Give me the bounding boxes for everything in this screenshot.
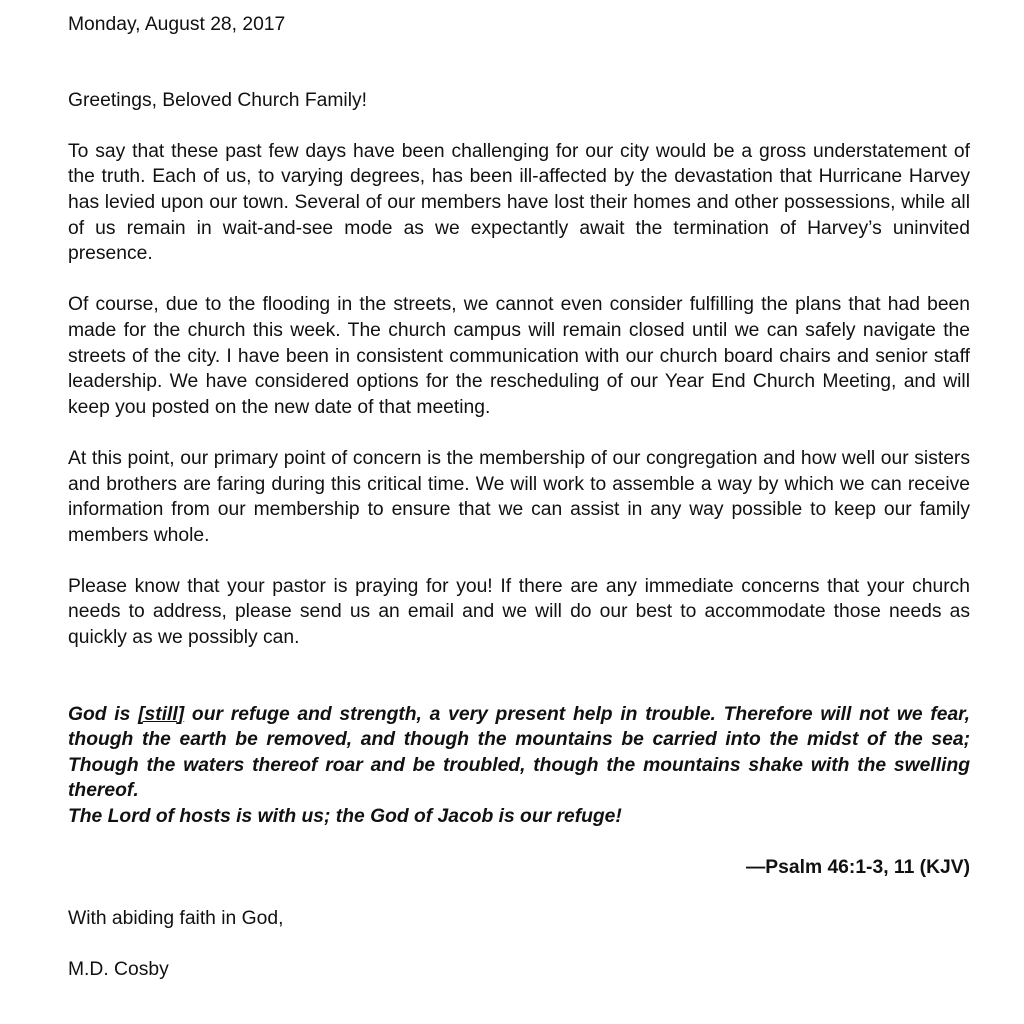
scripture-verse-11: The Lord of hosts is with us; the God of Jacob is our refuge! — [68, 806, 622, 828]
scripture-emphasis: [still] — [138, 703, 185, 725]
scripture-prefix: God is — [68, 703, 139, 725]
body-paragraph-4: Please know that your pastor is praying for you! If there are any immediate concerns that your church needs to address, please send us an email and we will do our best to accommodate those needs as quickly as we possibly can. — [68, 575, 970, 649]
body-paragraph-2: Of course, due to the flooding in the streets, we cannot even consider fulfilling the plans that had been made for the church this week. The church campus will remain closed until we can safely navigate the streets of the city. I have been in consistent communication with our church board chairs and senior staff leadership. We have considered options for the rescheduling of our Year End Church Meeting, and will keep you posted on the new date of that meeting. — [68, 294, 970, 418]
letter-date: Monday, August 28, 2017 — [68, 14, 286, 35]
scripture-citation: —Psalm 46:1-3, 11 (KJV) — [746, 856, 970, 878]
body-paragraph-3: At this point, our primary point of concern is the membership of our congregation and how well our sisters and brothers are faring during this critical time. We will work to assemble a way by which we can receive information from our membership to ensure that we can assist in any way possible to keep our family members whole. — [68, 447, 970, 546]
letter-greeting: Greetings, Beloved Church Family! — [68, 89, 367, 111]
body-paragraph-1: To say that these past few days have been challenging for our city would be a gross understatement of the truth. Each of us, to varying degrees, has been ill-affected by the devastation that Hurricane Harvey has levied upon our town. Several of our members have lost their homes and other possessions, while all of us remain in wait-and-see mode as we expectantly await the termination of Harvey’s uninvited presence. — [68, 140, 970, 265]
letter-signature: M.D. Cosby — [68, 959, 169, 981]
letter — [68, 12, 970, 983]
letter-closing: With abiding faith in God, — [68, 908, 284, 930]
scripture-verse-1-3 — [68, 702, 970, 804]
scripture-quote — [68, 702, 970, 830]
scripture-verse-text: our refuge and strength, a very present help in trouble. Therefore will not we fear, though the earth be removed, and though the mountains be carried into the midst of the sea; Though the waters thereof roar and be troubled, though the mountains shake with the swelling thereof. — [68, 703, 970, 802]
